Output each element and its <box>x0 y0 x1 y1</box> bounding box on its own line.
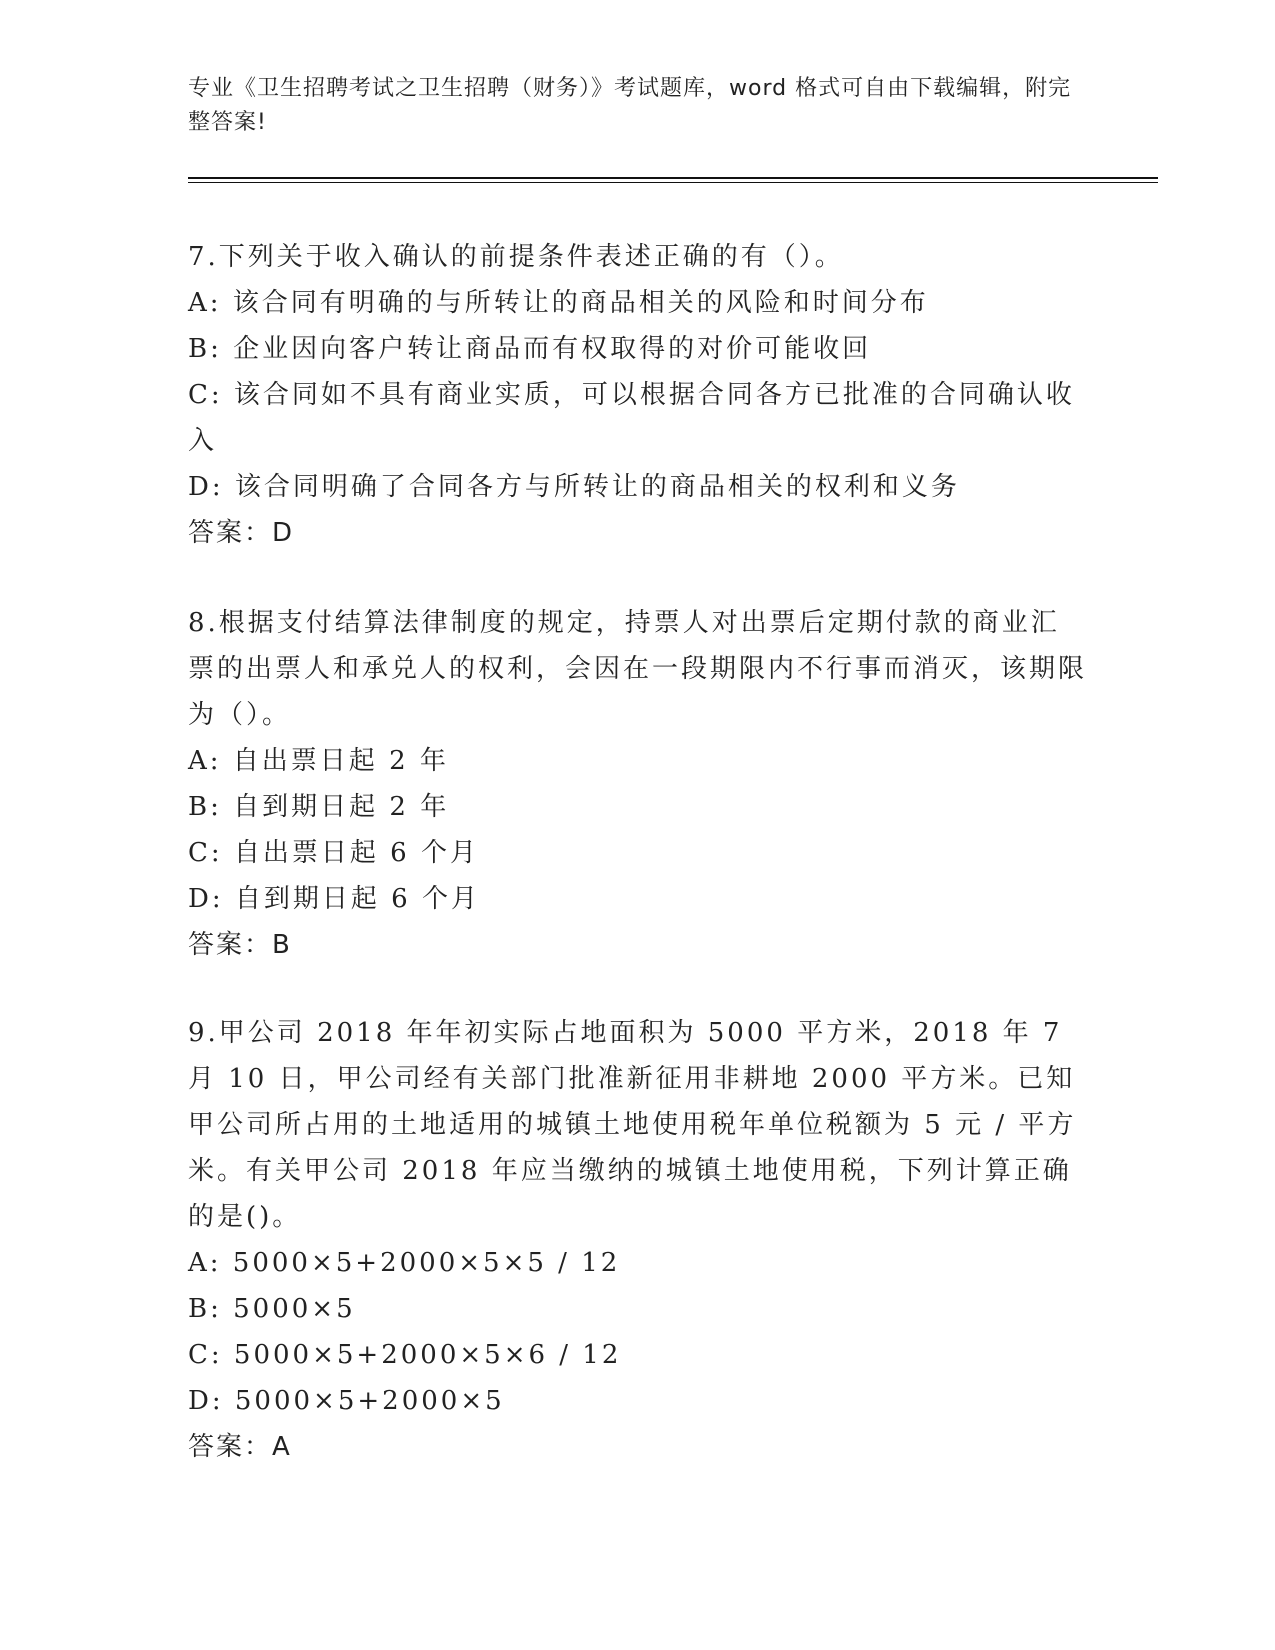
option-c: C: 5000×5+2000×5×6 / 12 <box>188 1340 622 1370</box>
header-rule-thick <box>188 177 1158 179</box>
option-a: A: 自出票日起 2 年 <box>188 746 449 776</box>
header-rule-thin <box>188 182 1158 183</box>
option-b: B: 企业因向客户转让商品而有权取得的对价可能收回 <box>188 334 872 364</box>
option-a: A: 该合同有明确的与所转让的商品相关的风险和时间分布 <box>188 288 929 318</box>
document-header: 专业《卫生招聘考试之卫生招聘（财务）》考试题库，word 格式可自由下载编辑，附完整答案! <box>188 76 1072 135</box>
option-a: A: 5000×5+2000×5×5 / 12 <box>188 1248 621 1278</box>
answer-label: 答案：B <box>188 930 292 960</box>
answer-label: 答案：A <box>188 1432 292 1462</box>
answer-label: 答案：D <box>188 518 295 548</box>
option-d: D: 5000×5+2000×5 <box>188 1386 505 1416</box>
question-7 <box>188 234 1088 556</box>
question-8 <box>188 600 1088 968</box>
question-stem: 8.根据支付结算法律制度的规定，持票人对出票后定期付款的商业汇票的出票人和承兑人的权利，会因在一段期限内不行事而消灭，该期限为（）。 <box>188 608 1088 730</box>
option-b: B: 5000×5 <box>188 1294 356 1324</box>
option-c: C: 该合同如不具有商业实质，可以根据合同各方已批准的合同确认收入 <box>188 380 1075 456</box>
question-stem: 9.甲公司 2018 年年初实际占地面积为 5000 平方米，2018 年 7 月 10 日，甲公司经有关部门批准新征用非耕地 2000 平方米。已知甲公司所占用的土地适用的城镇土地使用税年单位税额为 5 元 / 平方米。有关甲公司 2018 年应当缴纳的城镇土地使用税，下列计算正确的是()。 <box>188 1018 1077 1232</box>
option-d: D: 该合同明确了合同各方与所转让的商品相关的权利和义务 <box>188 472 960 502</box>
question-stem: 7.下列关于收入确认的前提条件表述正确的有（）。 <box>188 242 844 272</box>
option-c: C: 自出票日起 6 个月 <box>188 838 479 868</box>
option-d: D: 自到期日起 6 个月 <box>188 884 480 914</box>
question-9 <box>188 1010 1088 1470</box>
option-b: B: 自到期日起 2 年 <box>188 792 450 822</box>
